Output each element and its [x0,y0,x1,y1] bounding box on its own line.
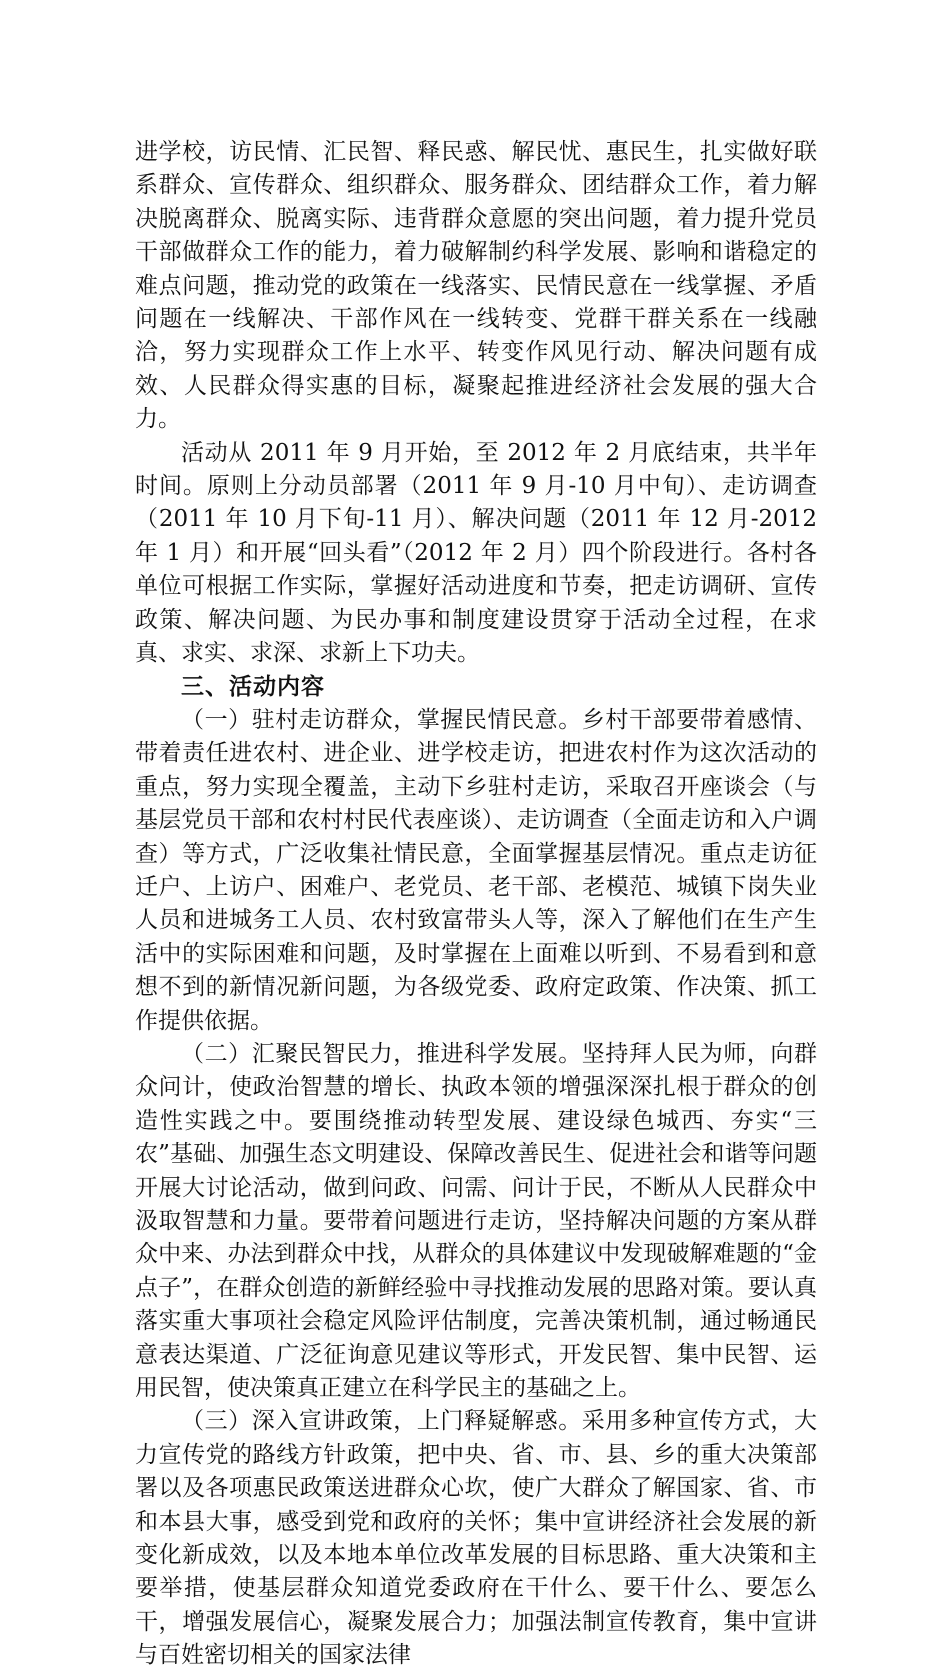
document-body [135,136,817,1673]
paragraph-item-3: （三）深入宣讲政策，上门释疑解惑。采用多种宣传方式，大力宣传党的路线方针政策，把中央、省、市、县、乡的重大决策部署以及各项惠民政策送进群众心坎，使广大群众了解国家、省、市和本县大事，感受到党和政府的关怀；集中宣讲经济社会发展的新变化新成效，以及本地本单位改革发展的目标思路、重大决策和主要举措，使基层群众知道党委政府在干什么、要干什么、要怎么干，增强发展信心，凝聚发展合力；加强法制宣传教育，集中宣讲与百姓密切相关的国家法律 [135,1408,817,1669]
paragraph-schedule: 活动从 2011 年 9 月开始，至 2012 年 2 月底结束，共半年时间。原则上分动员部署（2011 年 9 月-10 月中旬）、走访调查（2011 年 10 月下旬-11 月）、解决问题（2011 年 12 月-2012 年 1 月）和开展“回头看”（2012 年 2 月）四个阶段进行。各村各单位可根据工作实际，掌握好活动进度和节奏，把走访调研、宣传政策、解决问题、为民办事和制度建设贯穿于活动全过程，在求真、求实、求深、求新上下功夫。 [135,439,817,667]
paragraph-item-1: （一）驻村走访群众，掌握民情民意。乡村干部要带着感情、带着责任进农村、进企业、进学校走访，把进农村作为这次活动的重点，努力实现全覆盖，主动下乡驻村走访，采取召开座谈会（与基层党员干部和农村村民代表座谈）、走访调查（全面走访和入户调查）等方式，广泛收集社情民意，全面掌握基层情况。重点走访征迁户、上访户、困难户、老党员、老干部、老模范、城镇下岗失业人员和进城务工人员、农村致富带头人等，深入了解他们在生产生活中的实际困难和问题，及时掌握在上面难以听到、不易看到和意想不到的新情况新问题，为各级党委、政府定政策、作决策、抓工作提供依据。 [135,706,817,1034]
paragraph-continuation: 进学校，访民情、汇民智、释民惑、解民忧、惠民生，扎实做好联系群众、宣传群众、组织群众、服务群众、团结群众工作，着力解决脱离群众、脱离实际、违背群众意愿的突出问题，着力提升党员干部做群众工作的能力，着力破解制约科学发展、影响和谐稳定的难点问题，推动党的政策在一线落实、民情民意在一线掌握、矛盾问题在一线解决、干部作风在一线转变、党群干群关系在一线融洽，努力实现群众工作上水平、转变作风见行动、解决问题有成效、人民群众得实惠的目标，凝聚起推进经济社会发展的强大合力。 [135,139,817,433]
paragraph-item-2: （二）汇聚民智民力，推进科学发展。坚持拜人民为师，向群众问计，使政治智慧的增长、执政本领的增强深深扎根于群众的创造性实践之中。要围绕推动转型发展、建设绿色城西、夯实“三农”基础、加强生态文明建设、保障改善民生、促进社会和谐等问题开展大讨论活动，做到问政、问需、问计于民，不断从人民群众中汲取智慧和力量。要带着问题进行走访，坚持解决问题的方案从群众中来、办法到群众中找，从群众的具体建议中发现破解难题的“金点子”，在群众创造的新鲜经验中寻找推动发展的思路对策。要认真落实重大事项社会稳定风险评估制度，完善决策机制，通过畅通民意表达渠道、广泛征询意见建议等形式，开发民智、集中民智、运用民智，使决策真正建立在科学民主的基础之上。 [135,1040,817,1402]
section-heading-activity-content: 三、活动内容 [181,673,325,700]
